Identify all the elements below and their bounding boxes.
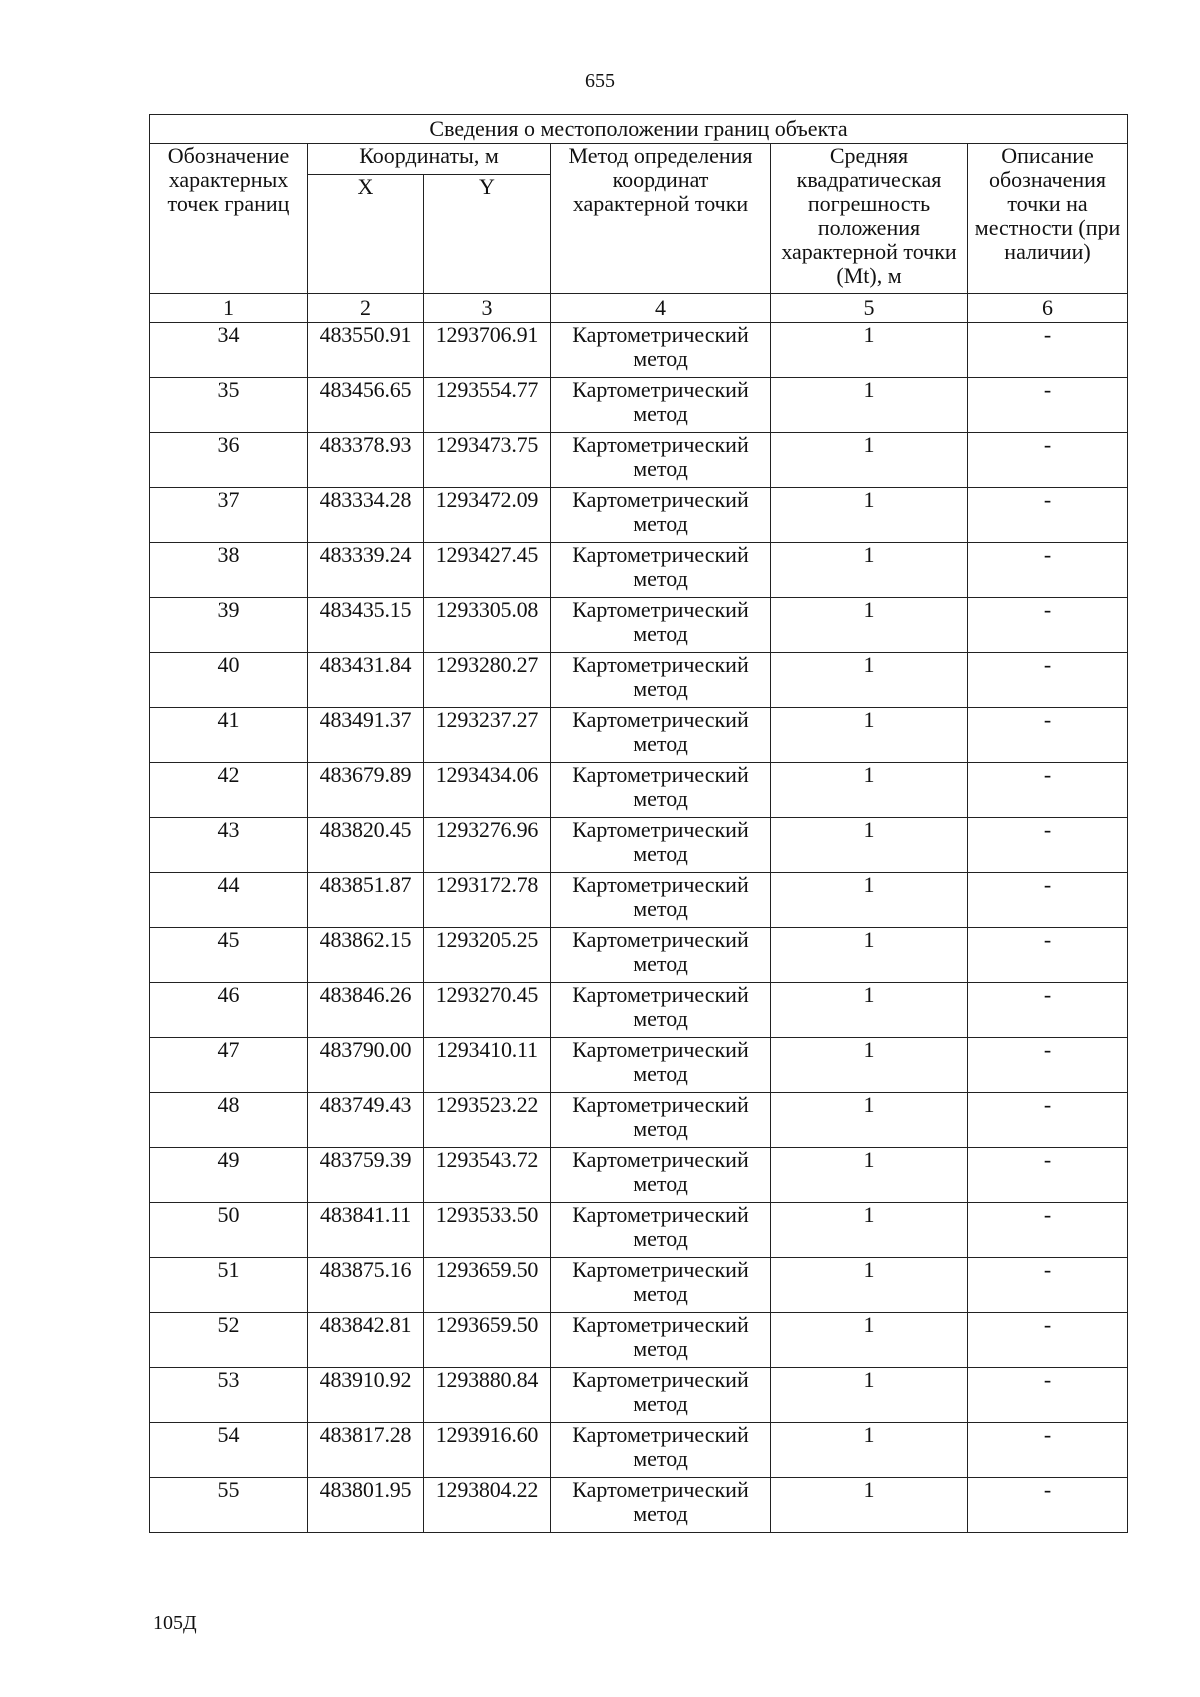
y-coordinate-cell: 1293305.08	[424, 598, 551, 653]
y-coordinate-cell: 1293434.06	[424, 763, 551, 818]
table-body	[150, 323, 1128, 1533]
table-row	[150, 983, 1128, 1038]
error-cell: 1	[771, 1478, 968, 1533]
table-row	[150, 708, 1128, 763]
x-coordinate-cell: 483910.92	[308, 1368, 424, 1423]
point-number-cell: 34	[150, 323, 308, 378]
method-cell: Картометрический метод	[551, 433, 771, 488]
y-coordinate-cell: 1293472.09	[424, 488, 551, 543]
table-row	[150, 323, 1128, 378]
description-cell: -	[968, 1203, 1128, 1258]
y-coordinate-cell: 1293270.45	[424, 983, 551, 1038]
x-coordinate-cell: 483851.87	[308, 873, 424, 928]
x-coordinate-cell: 483378.93	[308, 433, 424, 488]
point-number-cell: 41	[150, 708, 308, 763]
method-cell: Картометрический метод	[551, 543, 771, 598]
method-cell: Картометрический метод	[551, 1258, 771, 1313]
description-cell: -	[968, 1148, 1128, 1203]
x-coordinate-cell: 483550.91	[308, 323, 424, 378]
description-cell: -	[968, 433, 1128, 488]
x-coordinate-cell: 483820.45	[308, 818, 424, 873]
header-y: Y	[424, 175, 551, 294]
y-coordinate-cell: 1293916.60	[424, 1423, 551, 1478]
table-row	[150, 488, 1128, 543]
table-row	[150, 378, 1128, 433]
description-cell: -	[968, 1368, 1128, 1423]
error-cell: 1	[771, 598, 968, 653]
point-number-cell: 51	[150, 1258, 308, 1313]
error-cell: 1	[771, 928, 968, 983]
description-cell: -	[968, 543, 1128, 598]
x-coordinate-cell: 483862.15	[308, 928, 424, 983]
y-coordinate-cell: 1293659.50	[424, 1313, 551, 1368]
column-number-row	[150, 294, 1128, 323]
column-number: 4	[551, 294, 771, 323]
header-designation: Обозначение характерных точек границ	[150, 144, 308, 294]
table-row	[150, 653, 1128, 708]
y-coordinate-cell: 1293237.27	[424, 708, 551, 763]
method-cell: Картометрический метод	[551, 323, 771, 378]
method-cell: Картометрический метод	[551, 1038, 771, 1093]
error-cell: 1	[771, 1038, 968, 1093]
method-cell: Картометрический метод	[551, 818, 771, 873]
error-cell: 1	[771, 873, 968, 928]
x-coordinate-cell: 483334.28	[308, 488, 424, 543]
description-cell: -	[968, 708, 1128, 763]
point-number-cell: 36	[150, 433, 308, 488]
description-cell: -	[968, 983, 1128, 1038]
table-row	[150, 543, 1128, 598]
method-cell: Картометрический метод	[551, 873, 771, 928]
y-coordinate-cell: 1293706.91	[424, 323, 551, 378]
y-coordinate-cell: 1293205.25	[424, 928, 551, 983]
method-cell: Картометрический метод	[551, 708, 771, 763]
x-coordinate-cell: 483435.15	[308, 598, 424, 653]
y-coordinate-cell: 1293804.22	[424, 1478, 551, 1533]
description-cell: -	[968, 1038, 1128, 1093]
point-number-cell: 42	[150, 763, 308, 818]
page-number: 655	[585, 70, 615, 92]
method-cell: Картометрический метод	[551, 1093, 771, 1148]
point-number-cell: 40	[150, 653, 308, 708]
error-cell: 1	[771, 1258, 968, 1313]
error-cell: 1	[771, 378, 968, 433]
error-cell: 1	[771, 488, 968, 543]
table-row	[150, 763, 1128, 818]
error-cell: 1	[771, 653, 968, 708]
column-number: 6	[968, 294, 1128, 323]
document-code: 105Д	[153, 1612, 197, 1634]
description-cell: -	[968, 653, 1128, 708]
table-row	[150, 928, 1128, 983]
column-number: 1	[150, 294, 308, 323]
y-coordinate-cell: 1293280.27	[424, 653, 551, 708]
header-coordinates: Координаты, м	[308, 144, 551, 175]
x-coordinate-cell: 483339.24	[308, 543, 424, 598]
table-row	[150, 1313, 1128, 1368]
x-coordinate-cell: 483846.26	[308, 983, 424, 1038]
description-cell: -	[968, 323, 1128, 378]
error-cell: 1	[771, 1203, 968, 1258]
table-row	[150, 818, 1128, 873]
table-row	[150, 1148, 1128, 1203]
method-cell: Картометрический метод	[551, 983, 771, 1038]
column-number: 2	[308, 294, 424, 323]
y-coordinate-cell: 1293659.50	[424, 1258, 551, 1313]
error-cell: 1	[771, 323, 968, 378]
point-number-cell: 54	[150, 1423, 308, 1478]
method-cell: Картометрический метод	[551, 1203, 771, 1258]
table-row	[150, 873, 1128, 928]
x-coordinate-cell: 483749.43	[308, 1093, 424, 1148]
description-cell: -	[968, 1313, 1128, 1368]
description-cell: -	[968, 488, 1128, 543]
boundary-coordinates-table	[149, 114, 1128, 1533]
column-number: 3	[424, 294, 551, 323]
x-coordinate-cell: 483456.65	[308, 378, 424, 433]
description-cell: -	[968, 1478, 1128, 1533]
x-coordinate-cell: 483679.89	[308, 763, 424, 818]
description-cell: -	[968, 598, 1128, 653]
point-number-cell: 53	[150, 1368, 308, 1423]
x-coordinate-cell: 483875.16	[308, 1258, 424, 1313]
point-number-cell: 50	[150, 1203, 308, 1258]
x-coordinate-cell: 483817.28	[308, 1423, 424, 1478]
table-title: Сведения о местоположении границ объекта	[150, 115, 1128, 144]
x-coordinate-cell: 483842.81	[308, 1313, 424, 1368]
method-cell: Картометрический метод	[551, 1478, 771, 1533]
method-cell: Картометрический метод	[551, 1368, 771, 1423]
error-cell: 1	[771, 1148, 968, 1203]
error-cell: 1	[771, 1313, 968, 1368]
description-cell: -	[968, 378, 1128, 433]
point-number-cell: 55	[150, 1478, 308, 1533]
x-coordinate-cell: 483759.39	[308, 1148, 424, 1203]
y-coordinate-cell: 1293427.45	[424, 543, 551, 598]
header-method: Метод определения координат характерной точки	[551, 144, 771, 294]
point-number-cell: 52	[150, 1313, 308, 1368]
table-row	[150, 433, 1128, 488]
table-row	[150, 1368, 1128, 1423]
header-error: Средняя квадратическая погрешность положения характерной точки (Mt), м	[771, 144, 968, 294]
table-row	[150, 1093, 1128, 1148]
error-cell: 1	[771, 433, 968, 488]
method-cell: Картометрический метод	[551, 653, 771, 708]
y-coordinate-cell: 1293172.78	[424, 873, 551, 928]
method-cell: Картометрический метод	[551, 378, 771, 433]
description-cell: -	[968, 1258, 1128, 1313]
table-row	[150, 1038, 1128, 1093]
error-cell: 1	[771, 543, 968, 598]
x-coordinate-cell: 483491.37	[308, 708, 424, 763]
point-number-cell: 39	[150, 598, 308, 653]
error-cell: 1	[771, 1093, 968, 1148]
table-row	[150, 1423, 1128, 1478]
error-cell: 1	[771, 708, 968, 763]
y-coordinate-cell: 1293410.11	[424, 1038, 551, 1093]
point-number-cell: 35	[150, 378, 308, 433]
column-number: 5	[771, 294, 968, 323]
table-row	[150, 1203, 1128, 1258]
description-cell: -	[968, 928, 1128, 983]
method-cell: Картометрический метод	[551, 763, 771, 818]
x-coordinate-cell: 483790.00	[308, 1038, 424, 1093]
method-cell: Картометрический метод	[551, 598, 771, 653]
y-coordinate-cell: 1293473.75	[424, 433, 551, 488]
table-row	[150, 598, 1128, 653]
point-number-cell: 48	[150, 1093, 308, 1148]
point-number-cell: 49	[150, 1148, 308, 1203]
error-cell: 1	[771, 983, 968, 1038]
table-row	[150, 1258, 1128, 1313]
point-number-cell: 44	[150, 873, 308, 928]
method-cell: Картометрический метод	[551, 1148, 771, 1203]
description-cell: -	[968, 763, 1128, 818]
description-cell: -	[968, 818, 1128, 873]
method-cell: Картометрический метод	[551, 928, 771, 983]
header-x: X	[308, 175, 424, 294]
method-cell: Картометрический метод	[551, 1423, 771, 1478]
method-cell: Картометрический метод	[551, 488, 771, 543]
y-coordinate-cell: 1293554.77	[424, 378, 551, 433]
y-coordinate-cell: 1293543.72	[424, 1148, 551, 1203]
header-description: Описание обозначения точки на местности (при наличии)	[968, 144, 1128, 294]
error-cell: 1	[771, 818, 968, 873]
point-number-cell: 46	[150, 983, 308, 1038]
x-coordinate-cell: 483431.84	[308, 653, 424, 708]
point-number-cell: 43	[150, 818, 308, 873]
y-coordinate-cell: 1293523.22	[424, 1093, 551, 1148]
error-cell: 1	[771, 763, 968, 818]
table-row	[150, 1478, 1128, 1533]
method-cell: Картометрический метод	[551, 1313, 771, 1368]
description-cell: -	[968, 1423, 1128, 1478]
point-number-cell: 45	[150, 928, 308, 983]
description-cell: -	[968, 1093, 1128, 1148]
x-coordinate-cell: 483801.95	[308, 1478, 424, 1533]
y-coordinate-cell: 1293880.84	[424, 1368, 551, 1423]
error-cell: 1	[771, 1423, 968, 1478]
y-coordinate-cell: 1293276.96	[424, 818, 551, 873]
error-cell: 1	[771, 1368, 968, 1423]
x-coordinate-cell: 483841.11	[308, 1203, 424, 1258]
point-number-cell: 38	[150, 543, 308, 598]
description-cell: -	[968, 873, 1128, 928]
point-number-cell: 37	[150, 488, 308, 543]
y-coordinate-cell: 1293533.50	[424, 1203, 551, 1258]
point-number-cell: 47	[150, 1038, 308, 1093]
